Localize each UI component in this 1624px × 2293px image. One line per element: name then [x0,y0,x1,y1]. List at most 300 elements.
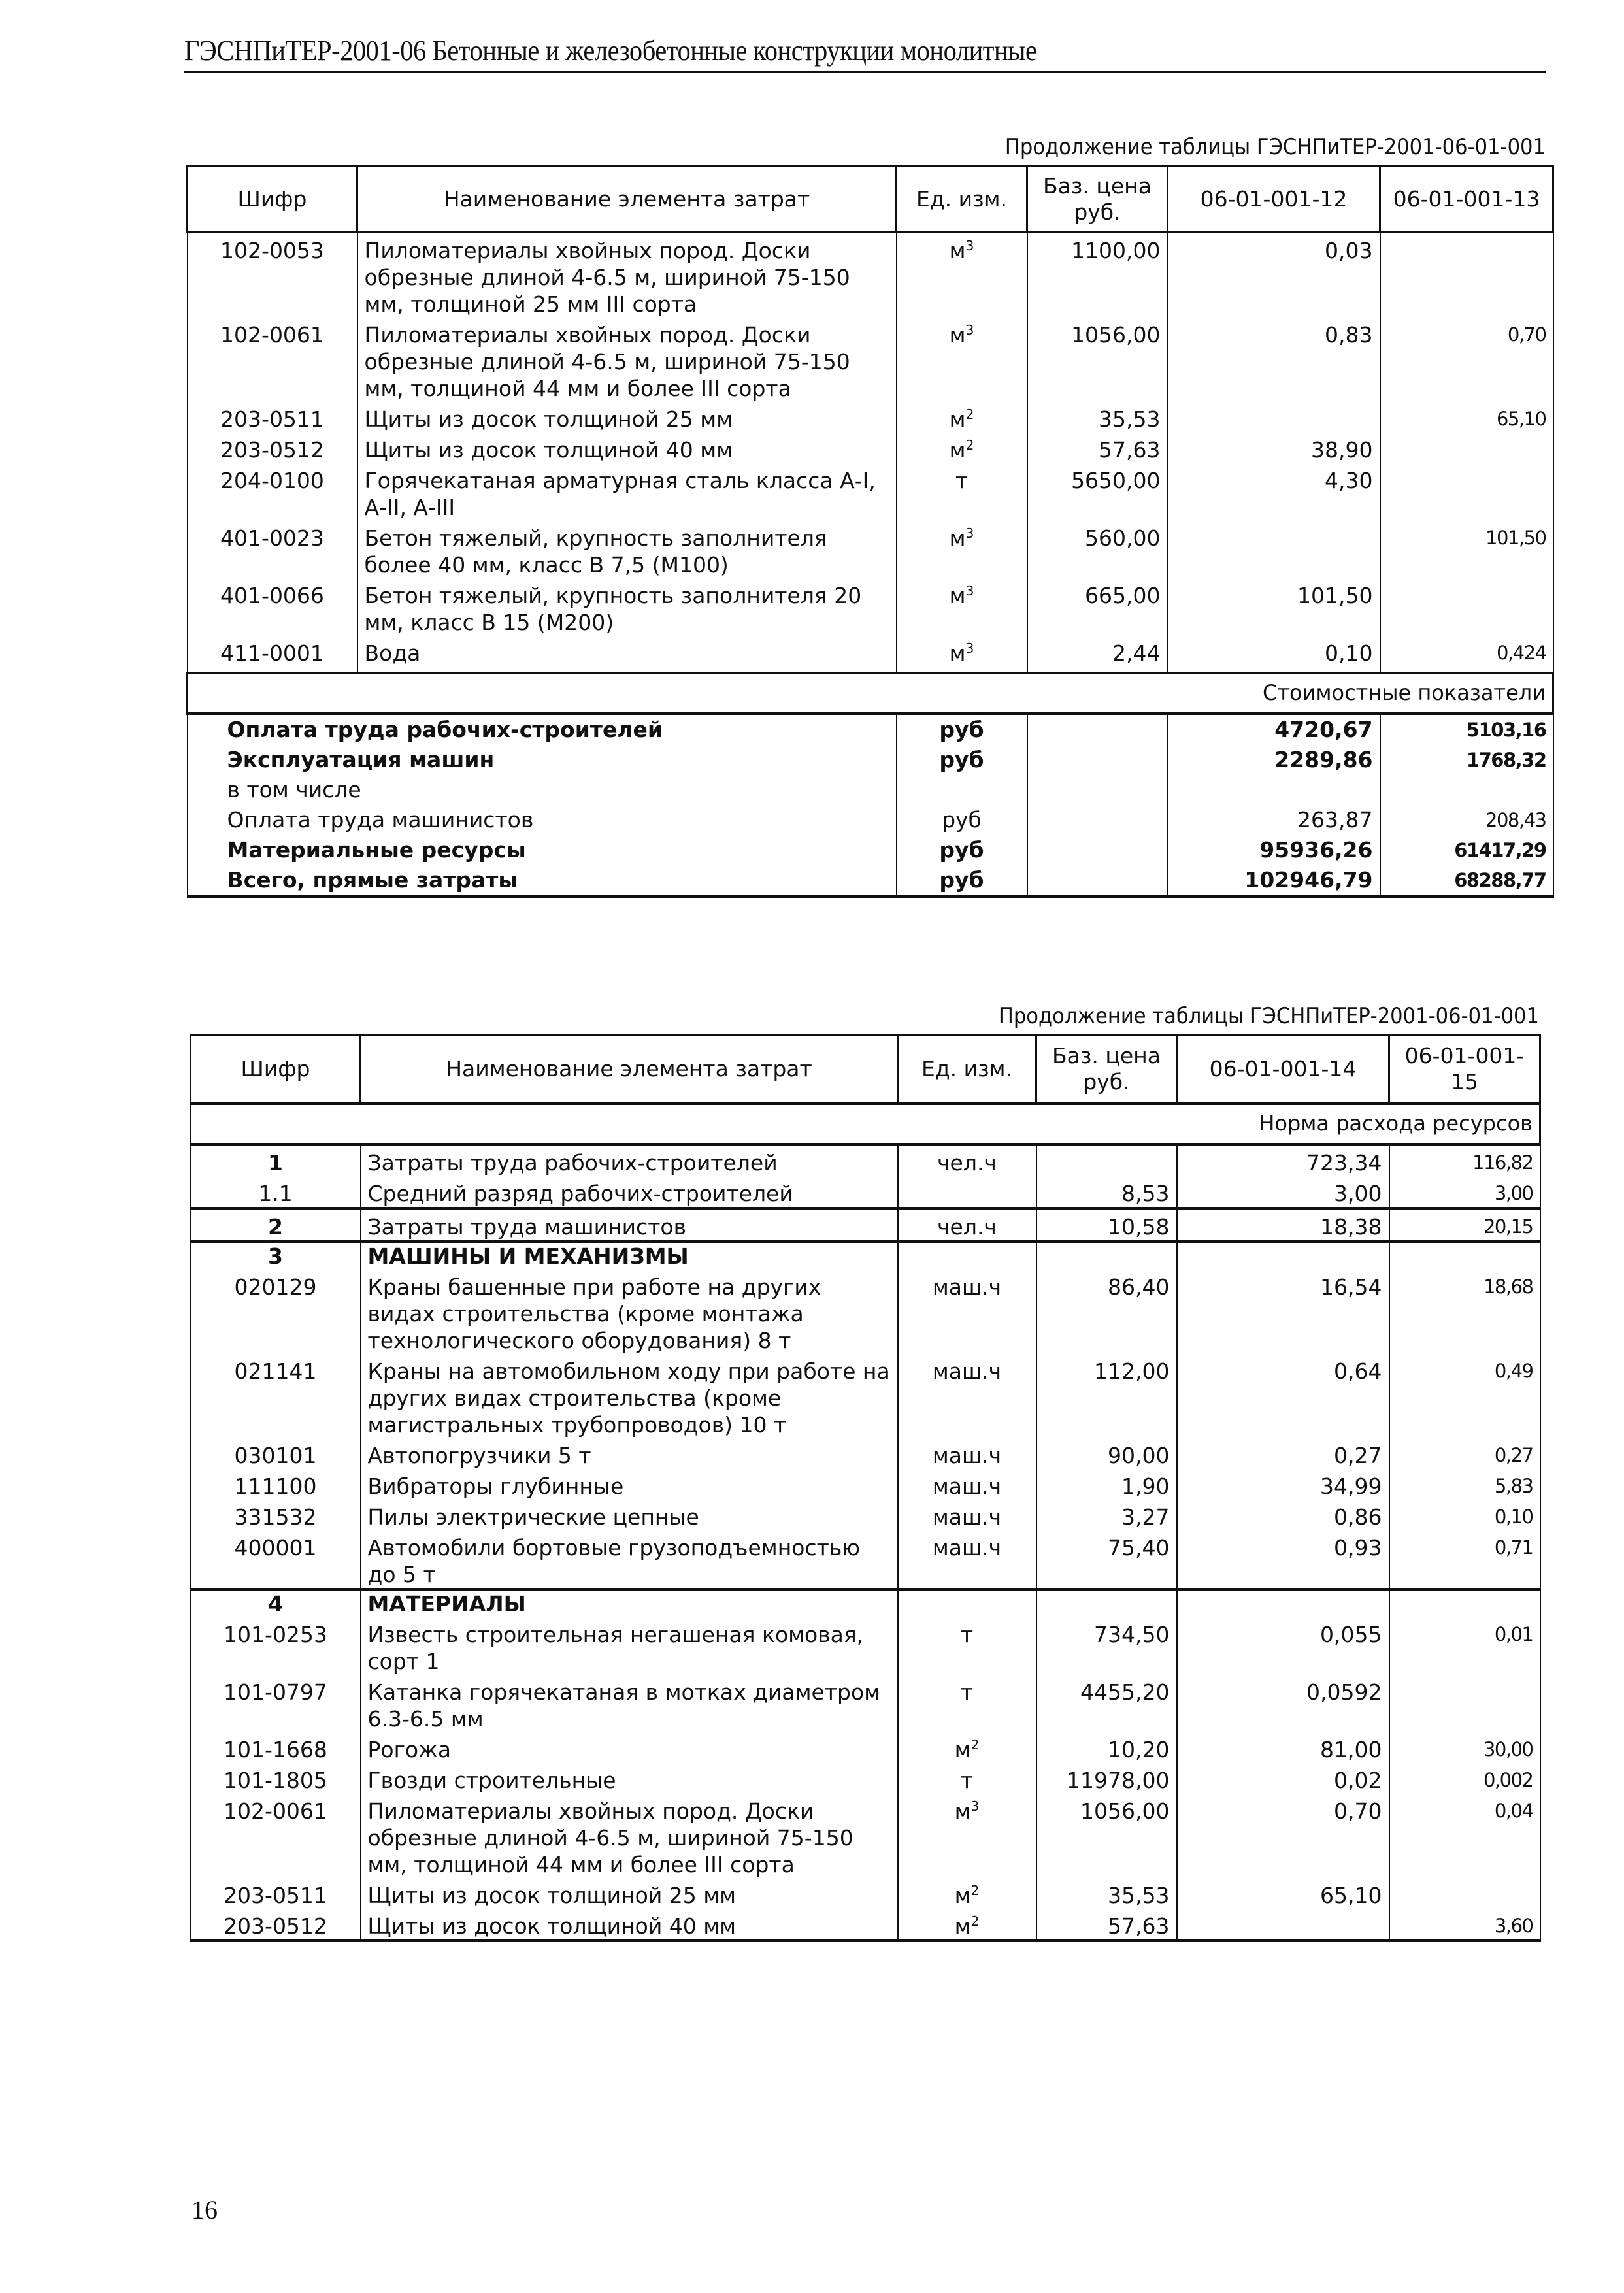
code-cell [188,463,357,521]
base-price-cell-text: 560,00 [1085,525,1161,551]
norm-value-1-cell [1168,463,1380,521]
code-cell-text: 1.1 [258,1180,293,1206]
empty-cell [898,1589,1036,1617]
unit-cell-text: маш.ч [932,1504,1002,1530]
machine-row [191,1530,1540,1589]
name-cell [361,1144,898,1176]
table1-resource-norms [186,165,1554,898]
section-number-text: 3 [268,1243,283,1269]
labor-row [191,1176,1540,1208]
unit-cell-text: т [960,1767,974,1793]
norm-value-2-cell [1389,1469,1540,1500]
code-cell-text: 203-0511 [224,1882,327,1908]
unit-cell [898,1878,1036,1909]
cost-value-2-cell [1380,714,1553,745]
code-cell-text: 102-0053 [220,238,324,263]
name-cell-text: Вода [364,640,421,666]
norm-value-1-cell [1177,1354,1389,1438]
base-price-cell-text: 3,27 [1121,1504,1170,1530]
norm-value-1-cell-text: 0,0592 [1306,1679,1382,1705]
unit-cell-text: м [949,406,966,432]
cost-label-cell-text: Материальные ресурсы [227,837,526,863]
code-cell-text: 400001 [234,1534,317,1560]
unit-exponent: 2 [970,1736,980,1753]
document-title: ГЭСНПиТЕР-2001-06 Бетонные и железобетонные конструкции монолитные [184,35,1037,67]
unit-cell [898,1354,1036,1438]
base-price-cell [1036,1176,1177,1208]
cost-value-2-cell [1380,865,1553,897]
unit-cell-text: м [949,322,966,348]
name-cell [361,1878,898,1909]
code-cell-text: 204-0100 [220,468,324,493]
code-cell [191,1878,361,1909]
material-row [191,1732,1540,1763]
col-header-unit: Ед. изм. [897,166,1027,233]
base-price-cell [1036,1675,1177,1732]
cost-value-2-cell [1380,835,1553,865]
resource-row [188,233,1553,318]
cost-label-cell [188,805,897,835]
code-cell [191,1909,361,1941]
base-price-cell [1036,1732,1177,1763]
empty-cell [1036,1589,1177,1617]
norm-value-2-cell-text: 3,60 [1494,1914,1533,1937]
name-cell [357,578,897,636]
base-price-cell-text: 11978,00 [1067,1767,1170,1793]
name-cell-text: Затраты труда рабочих-строителей [367,1149,778,1176]
code-cell [191,1794,361,1878]
unit-cell [897,521,1027,578]
material-row [191,1794,1540,1878]
section-title [361,1242,898,1270]
unit-cell-text: т [960,1679,974,1705]
unit-exponent: 2 [965,406,974,422]
unit-exponent: 2 [965,437,974,453]
cost-value-2-cell [1380,775,1553,805]
unit-cell [897,865,1027,897]
name-cell-text: Щиты из досок толщиной 40 мм [367,1913,737,1939]
unit-cell-text: м [949,583,966,608]
code-cell-text: 1 [268,1149,283,1176]
name-cell-text: Автомобили бортовые грузоподъемностью до 5 т [367,1534,861,1587]
resource-norms-label [191,1104,1540,1144]
base-price-cell [1036,1617,1177,1675]
cost-label-cell-text: Эксплуатация машин [227,747,495,772]
code-cell-text: 203-0512 [224,1913,327,1939]
resource-row [188,318,1553,402]
name-cell-text: Щиты из досок толщиной 25 мм [367,1882,737,1908]
base-price-cell [1027,636,1168,673]
cost-label-cell-text: Оплата труда рабочих-строителей [227,717,663,742]
code-cell [191,1530,361,1589]
norm-value-2-cell [1389,1617,1540,1675]
cost-row [188,714,1553,745]
unit-cell [898,1617,1036,1675]
unit-cell-text: м [954,1736,971,1762]
base-price-cell-text: 90,00 [1108,1442,1170,1468]
norm-value-1-cell [1177,1270,1389,1354]
name-cell-text: Гвозди строительные [367,1767,616,1793]
unit-cell-text: маш.ч [932,1534,1002,1560]
materials-section-heading [191,1589,1540,1617]
resource-row [188,636,1553,673]
base-price-cell [1027,745,1168,775]
code-cell-text: 101-0797 [224,1679,327,1705]
col-header-code: Шифр [191,1035,361,1104]
norm-value-2-cell [1380,318,1553,402]
unit-cell-text: маш.ч [932,1473,1002,1499]
norm-value-2-cell-text: 0,71 [1494,1536,1533,1559]
unit-cell-text: т [960,1621,974,1647]
norm-value-1-cell [1168,433,1380,463]
name-cell [357,521,897,578]
col-header-code: Шифр [188,166,357,233]
norm-value-1-cell [1168,402,1380,433]
name-cell-text: Бетон тяжелый, крупность заполнителя 20 мм, класс В 15 (М200) [364,583,862,635]
norm-value-2-cell-text: 0,70 [1507,323,1546,346]
cost-row [188,835,1553,865]
unit-cell-text: руб [942,807,982,833]
unit-cell [898,1763,1036,1794]
norm-value-1-cell-text: 0,055 [1320,1621,1382,1647]
base-price-cell-text: 8,53 [1121,1180,1170,1206]
base-price-cell-text: 1056,00 [1071,322,1161,348]
norm-value-1-cell [1177,1878,1389,1909]
norm-value-2-cell [1389,1675,1540,1732]
cost-value-1-cell [1168,714,1380,745]
base-price-cell [1036,1144,1177,1176]
norm-value-1-cell [1177,1144,1389,1176]
base-price-cell [1027,805,1168,835]
name-cell [361,1500,898,1530]
machine-row [191,1500,1540,1530]
col-header-name: Наименование элемента затрат [361,1035,898,1104]
norm-value-1-cell [1177,1617,1389,1675]
unit-cell [897,578,1027,636]
name-cell-text: Рогожа [367,1736,452,1762]
unit-cell [897,714,1027,745]
base-price-cell-text: 112,00 [1094,1358,1170,1384]
code-cell [188,318,357,402]
norm-value-2-cell [1380,578,1553,636]
norm-value-1-cell-text: 723,34 [1306,1149,1382,1176]
norm-value-2-cell-text: 0,424 [1496,642,1546,664]
norm-value-1-cell-text: 0,86 [1334,1504,1382,1530]
header-rule [184,71,1546,73]
machine-row [191,1354,1540,1438]
cost-indicators-label [188,673,1553,714]
norm-value-2-cell [1389,1500,1540,1530]
cost-value-1-cell [1168,745,1380,775]
base-price-cell [1027,714,1168,745]
name-cell [357,463,897,521]
norm-value-2-cell [1389,1763,1540,1794]
norm-value-1-cell [1177,1176,1389,1208]
unit-cell [898,1176,1036,1208]
unit-cell-text: т [955,468,969,493]
norm-value-1-cell [1168,233,1380,318]
code-cell [191,1500,361,1530]
machines-section-heading [191,1242,1540,1270]
cost-value-1-cell-text: 4720,67 [1274,717,1373,742]
machine-row [191,1270,1540,1354]
unit-cell-text: м [954,1913,971,1939]
code-cell-text: 2 [268,1213,283,1240]
code-cell-text: 401-0023 [220,525,324,551]
base-price-cell-text: 57,63 [1108,1913,1170,1939]
name-cell-text: Краны на автомобильном ходу при работе на других видах строительства (кроме магистральных трубопроводов) 10 т [367,1358,890,1438]
cost-value-1-cell-text: 95936,26 [1259,837,1373,863]
norm-value-1-cell-text: 0,03 [1325,238,1373,263]
code-cell-text: 203-0511 [220,406,324,432]
name-cell [361,1270,898,1354]
norm-value-1-cell-text: 0,83 [1325,322,1373,348]
base-price-cell [1036,1354,1177,1438]
col-header-base-price: Баз. цена руб. [1036,1035,1177,1104]
cost-row [188,775,1553,805]
cost-value-1-cell [1168,865,1380,897]
cost-value-1-cell [1168,805,1380,835]
norm-value-2-cell [1380,521,1553,578]
base-price-cell-text: 734,50 [1094,1621,1170,1647]
code-cell [191,1438,361,1469]
empty-cell [898,1242,1036,1270]
resource-norms-label-cell [191,1104,1540,1144]
machine-row [191,1438,1540,1469]
norm-value-1-cell-text: 34,99 [1320,1473,1382,1499]
unit-cell [897,233,1027,318]
col-header-name: Наименование элемента затрат [357,166,897,233]
name-cell-text: Пиломатериалы хвойных пород. Доски обрезные длиной 4-6.5 м, шириной 75-150 мм, толщиной 44 мм и более III сорта [364,322,850,401]
name-cell-text: Известь строительная негашеная комовая, сорт 1 [367,1621,864,1674]
norm-value-2-cell [1389,1732,1540,1763]
name-cell [361,1794,898,1878]
unit-cell [898,1208,1036,1242]
base-price-cell-text: 86,40 [1108,1274,1170,1300]
section-title-text: МАТЕРИАЛЫ [367,1591,526,1617]
unit-cell-text: м [954,1798,971,1824]
code-cell-text: 101-1668 [224,1736,327,1762]
unit-cell [898,1144,1036,1176]
base-price-cell [1036,1763,1177,1794]
base-price-cell [1027,865,1168,897]
cost-value-2-cell-text: 61417,29 [1454,839,1546,861]
cost-label-cell [188,775,897,805]
material-row [191,1763,1540,1794]
unit-cell-text: руб [939,747,984,772]
norm-value-2-cell [1380,636,1553,673]
unit-cell-text: маш.ч [932,1358,1002,1384]
unit-cell-text: маш.ч [932,1442,1002,1468]
cost-value-2-cell-text: 208,43 [1485,809,1546,831]
cost-value-1-cell-text: 263,87 [1297,807,1373,833]
unit-exponent: 3 [965,640,974,656]
table1-caption: Продолжение таблицы ГЭСНПиТЕР-2001-06-01-001 [1004,134,1546,160]
base-price-cell [1036,1794,1177,1878]
col-header-norm-15: 06-01-001-15 [1389,1035,1540,1104]
code-cell-text: 021141 [234,1358,317,1384]
name-cell [361,1763,898,1794]
unit-exponent: 2 [970,1913,980,1929]
base-price-cell-text: 1,90 [1121,1473,1170,1499]
unit-cell-text: м [949,525,966,551]
norm-value-2-cell-text: 0,01 [1494,1623,1533,1645]
unit-exponent: 2 [970,1882,980,1898]
norm-value-2-cell [1380,433,1553,463]
code-cell [191,1354,361,1438]
unit-exponent: 3 [965,583,974,599]
cost-value-1-cell [1168,835,1380,865]
norm-value-1-cell-text: 0,02 [1334,1767,1382,1793]
norm-value-2-cell-text: 0,27 [1494,1443,1533,1466]
norm-value-2-cell [1389,1354,1540,1438]
base-price-cell-text: 10,58 [1108,1213,1170,1240]
norm-value-2-cell [1389,1144,1540,1176]
base-price-cell [1027,578,1168,636]
base-price-cell [1027,318,1168,402]
norm-value-1-cell-text: 0,70 [1334,1798,1382,1824]
resource-row [188,578,1553,636]
unit-cell [898,1732,1036,1763]
norm-value-2-cell-text: 5,83 [1494,1474,1533,1497]
name-cell-text: Катанка горячекатаная в мотках диаметром 6.3-6.5 мм [367,1679,881,1732]
norm-value-1-cell-text: 18,38 [1320,1213,1382,1240]
norm-value-2-cell-text: 116,82 [1472,1151,1533,1174]
name-cell [357,636,897,673]
cost-label-cell-text: в том числе [227,777,361,802]
cost-indicators-label-cell-text: Стоимостные показатели [1263,680,1546,705]
cost-row [188,805,1553,835]
name-cell-text: Автопогрузчики 5 т [367,1442,591,1468]
norm-value-2-cell-text: 18,68 [1483,1275,1533,1298]
base-price-cell [1036,1208,1177,1242]
base-price-cell-text: 35,53 [1108,1882,1170,1908]
unit-cell-text: чел.ч [937,1213,997,1240]
name-cell-text: Вибраторы глубинные [367,1473,624,1499]
base-price-cell-text: 1056,00 [1080,1798,1170,1824]
base-price-cell-text: 10,20 [1108,1736,1170,1762]
unit-cell-text: м [949,437,966,463]
cost-label-cell-text: Всего, прямые затраты [227,867,518,893]
norm-value-1-cell [1177,1675,1389,1732]
cost-value-1-cell [1168,775,1380,805]
material-row [191,1878,1540,1909]
cost-label-cell-text: Оплата труда машинистов [227,807,534,833]
unit-cell [898,1794,1036,1878]
name-cell-text: Щиты из досок толщиной 25 мм [364,406,733,432]
norm-value-2-cell [1389,1878,1540,1909]
table2-resource-norms [190,1034,1541,1942]
cost-label-cell [188,714,897,745]
unit-cell [898,1438,1036,1469]
norm-value-1-cell [1177,1530,1389,1589]
cost-value-2-cell-text: 5103,16 [1466,719,1546,741]
material-row [191,1675,1540,1732]
name-cell [357,433,897,463]
name-cell-text: Бетон тяжелый, крупность заполнителя более 40 мм, класс В 7,5 (М100) [364,525,827,578]
unit-cell [898,1500,1036,1530]
unit-cell [897,835,1027,865]
machine-row [191,1469,1540,1500]
norm-value-2-cell-text: 30,00 [1483,1738,1533,1760]
base-price-cell-text: 5650,00 [1071,468,1161,493]
norm-value-1-cell [1168,318,1380,402]
norm-value-1-cell-text: 16,54 [1320,1274,1382,1300]
cost-label-cell [188,835,897,865]
base-price-cell [1036,1878,1177,1909]
base-price-cell [1036,1270,1177,1354]
base-price-cell [1027,433,1168,463]
code-cell [191,1675,361,1732]
norm-value-1-cell-text: 0,64 [1334,1358,1382,1384]
cost-row [188,745,1553,775]
norm-value-2-cell [1389,1208,1540,1242]
code-cell-text: 102-0061 [220,322,324,348]
name-cell [361,1354,898,1438]
code-cell [191,1176,361,1208]
unit-cell [898,1675,1036,1732]
cost-label-cell [188,865,897,897]
unit-cell [897,636,1027,673]
unit-exponent: 3 [965,525,974,541]
base-price-cell [1027,463,1168,521]
cost-indicators-label-cell [188,673,1553,714]
page-header [184,34,1546,73]
resource-norms-label-cell-text: Норма расхода ресурсов [1259,1110,1533,1136]
code-cell [188,402,357,433]
unit-cell-text: м [954,1882,971,1908]
norm-value-2-cell-text: 65,10 [1496,408,1546,430]
base-price-cell-text: 35,53 [1099,406,1161,432]
name-cell [361,1208,898,1242]
base-price-cell [1036,1469,1177,1500]
norm-value-2-cell-text: 20,15 [1483,1215,1533,1238]
code-cell [191,1732,361,1763]
unit-cell [897,775,1027,805]
norm-value-1-cell-text: 4,30 [1325,468,1373,493]
unit-exponent: 3 [970,1798,980,1814]
section-title-text: МАШИНЫ И МЕХАНИЗМЫ [367,1243,689,1269]
cost-value-2-cell [1380,745,1553,775]
code-cell-text: 331532 [234,1504,317,1530]
norm-value-2-cell-text: 0,002 [1483,1768,1533,1791]
norm-value-2-cell [1389,1530,1540,1589]
base-price-cell [1027,233,1168,318]
name-cell-text: Пилы электрические цепные [367,1504,699,1530]
code-cell [188,636,357,673]
name-cell [361,1675,898,1732]
norm-value-2-cell-text: 101,50 [1485,527,1546,549]
code-cell-text: 101-1805 [224,1767,327,1793]
name-cell-text: Горячекатаная арматурная сталь класса А-I, А-II, А-III [364,468,876,520]
norm-value-2-cell-text: 3,00 [1494,1181,1533,1204]
unit-cell-text: руб [939,867,984,893]
resource-row [188,521,1553,578]
code-cell [191,1144,361,1176]
unit-cell [898,1469,1036,1500]
name-cell [357,318,897,402]
col-header-norm-13: 06-01-001-13 [1380,166,1553,233]
unit-cell [897,463,1027,521]
unit-cell-text: чел.ч [937,1149,997,1176]
base-price-cell [1027,521,1168,578]
unit-cell-text: руб [939,837,984,863]
empty-cell [1177,1242,1389,1270]
base-price-cell-text: 2,44 [1112,640,1161,666]
base-price-cell [1036,1438,1177,1469]
norm-value-1-cell [1177,1732,1389,1763]
unit-cell-text: руб [939,717,984,742]
